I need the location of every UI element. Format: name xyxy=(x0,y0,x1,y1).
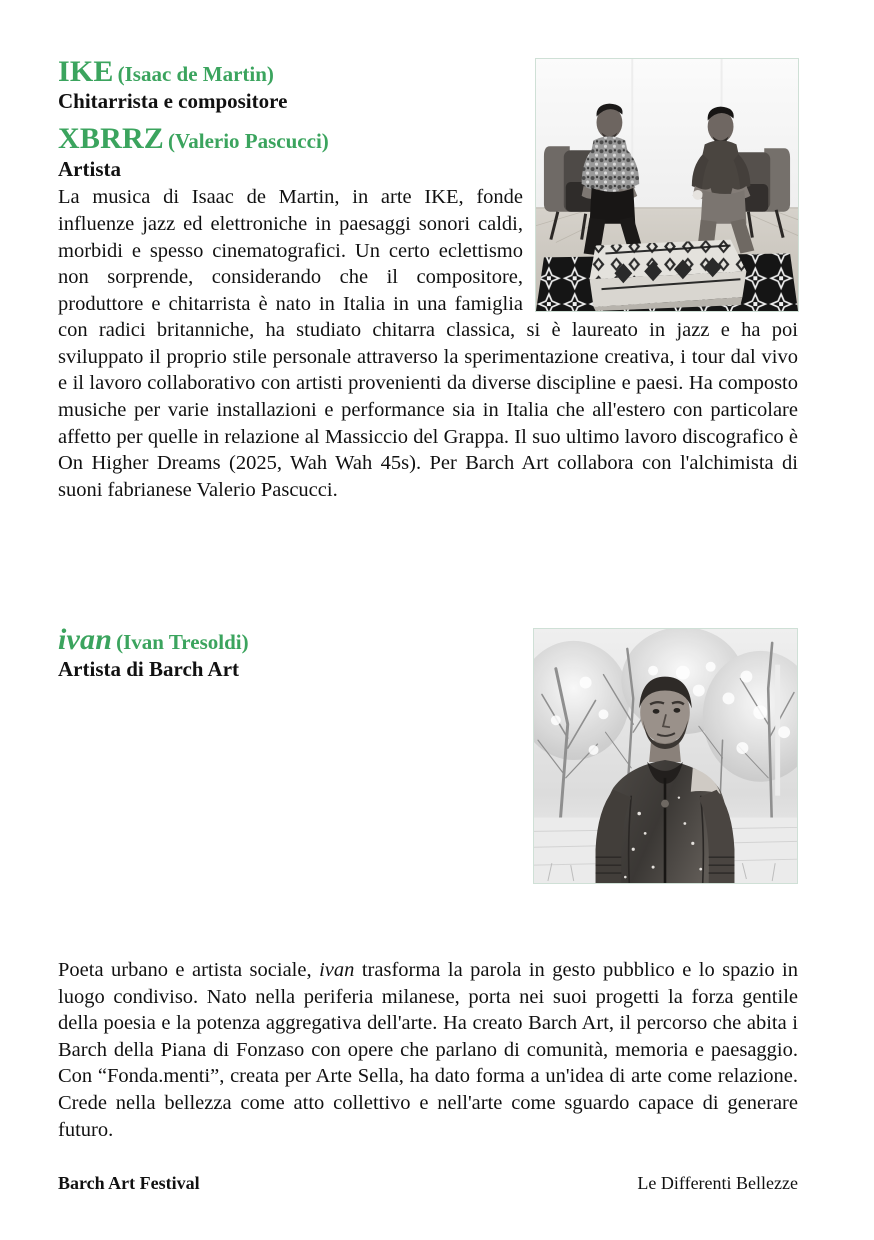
artist-heading-ivan xyxy=(58,624,498,682)
bio-text-ivan-rest: trasforma la parola in gesto pubblico e lo spazio in luogo condiviso. Nato nella periferia milanese, porta nei suoi progetti la forza gentile della poesia e la potenza aggregativa dell'arte. Ha creato Barch Art, il percorso che abita i Barch della Piana di Fonzaso con opere che parlano di comunità, memoria e paesaggio. Con “Fonda.menti”, creata per Arte Sella, ha dato forma a un'idea di arte come relazione. Crede nella bellezza come atto collettivo e nell'arte come sguardo capace di generare futuro. xyxy=(58,959,798,1141)
page-footer xyxy=(58,1173,798,1194)
bio-text-ike: La musica di Isaac de Martin, in arte IKE, fonde influenze jazz ed elettroniche in paesaggi sonori caldi, morbidi e spesso cinematografici. Un certo eclettismo non sorprende, considerando che il compositore, produttore e chitarrista è nato in Italia in una famiglia con radici britanniche, ha studiato chitarra classica, si è laureato in jazz e ha poi sviluppato il proprio stile personale attraverso la sperimentazione creativa, i tour dal vivo e il lavoro collaborativo con artisti provenienti da diverse discipline e paesi. Ha composto musiche per varie installazioni e performance sia in Italia che all'estero con particolare affetto per quelle in relazione al Massiccio del Grappa. Il suo ultimo lavoro discografico è On Higher Dreams (2025, Wah Wah 45s). Per Barch Art collabora con l'alchimista di suoni fabrianese Valerio Pascucci. xyxy=(58,186,798,501)
artist-stage-name: XBRRZ xyxy=(58,122,165,156)
photo-ivan-illustration xyxy=(534,629,797,883)
footer-festival-name: Barch Art Festival xyxy=(58,1173,200,1193)
bio-text-ivan-lead: Poeta urbano e artista sociale, xyxy=(58,959,320,981)
artist-role-xbrrz: Artista xyxy=(58,156,121,181)
artist-real-name: (Ivan Tresoldi) xyxy=(116,630,249,654)
bio-paragraph-ivan xyxy=(58,957,798,1143)
artist-role-ike: Chitarrista e compositore xyxy=(58,89,288,114)
artist-real-name: (Valerio Pascucci) xyxy=(168,129,329,154)
artist-heading-ike xyxy=(58,56,798,114)
artist-name-line-ike xyxy=(58,56,798,88)
artist-name-line-xbrrz xyxy=(58,123,798,155)
artist-stage-name: IKE xyxy=(58,55,114,88)
artist-real-name: (Isaac de Martin) xyxy=(117,62,274,86)
main-content xyxy=(58,0,798,503)
bio-paragraph-ike xyxy=(58,184,798,503)
photo-wrap-spacer xyxy=(523,184,798,316)
photo-ivan-tresoldi xyxy=(533,628,798,884)
artist-heading-xbrrz xyxy=(58,123,798,181)
footer-edition-title: Le Differenti Bellezze xyxy=(637,1173,798,1193)
bio-text-ivan-name: ivan xyxy=(319,959,355,981)
artist-stage-name: ivan xyxy=(58,623,113,656)
artist-role-ivan: Artista di Barch Art xyxy=(58,657,240,682)
artist-name-line-ivan xyxy=(58,624,498,656)
